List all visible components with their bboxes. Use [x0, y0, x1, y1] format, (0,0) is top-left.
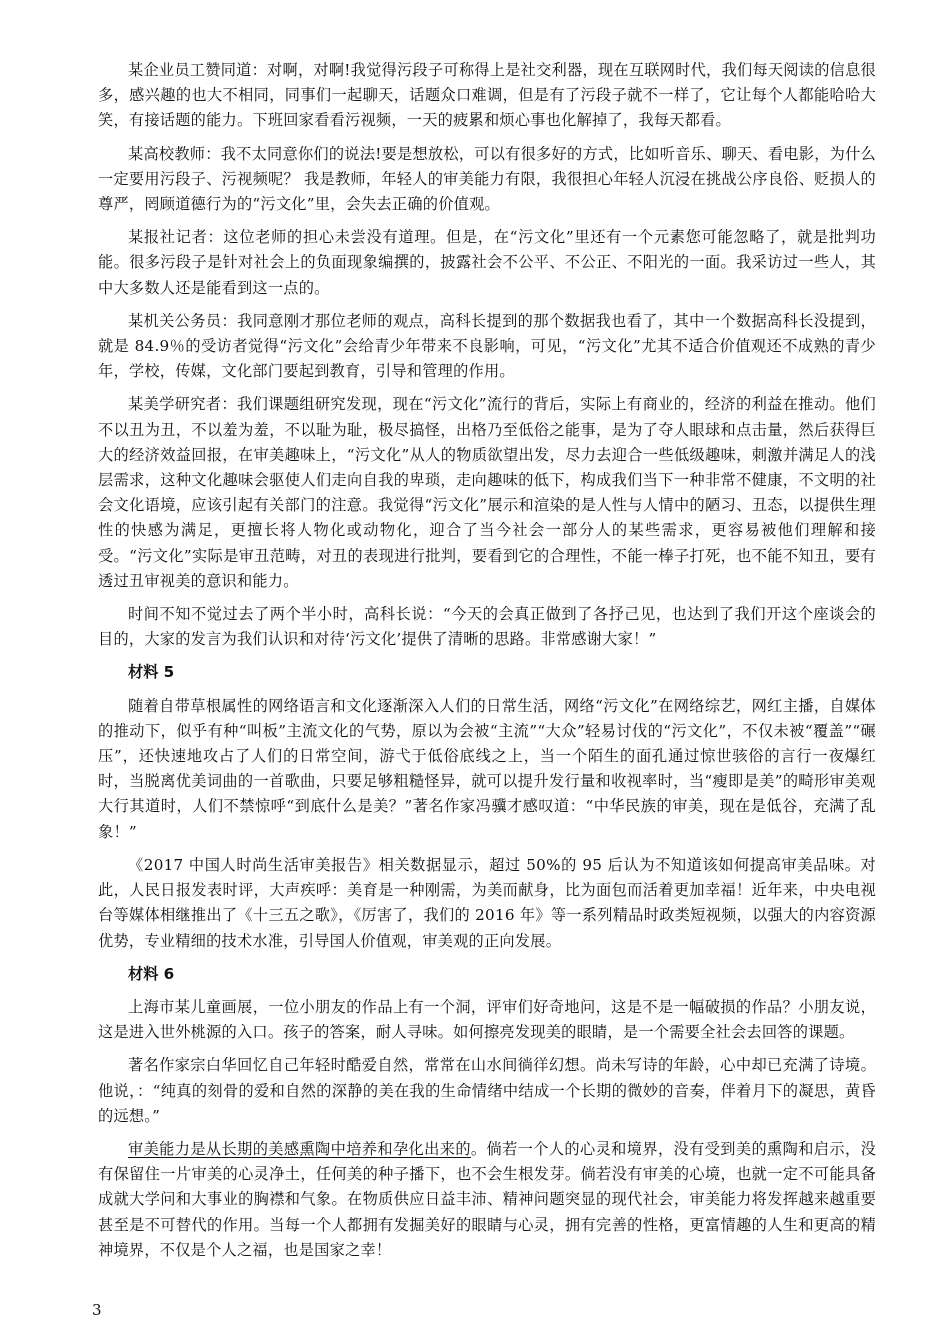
material-6-paragraph-1: 上海市某儿童画展，一位小朋友的作品上有一个洞，评审们好奇地问，这是不是一幅破损的作品？小朋友说，这是进入世外桃源的入口。孩子的答案，耐人寻味。如何擦亮发现美的眼睛，是一个需要全社会去回答的课题。 — [98, 997, 876, 1042]
material-5-paragraph-2: 《2017 中国人时尚生活审美报告》相关数据显示，超过 50%的 95 后认为不知道该如何提高审美品味。对此，人民日报发表时评，大声疾呼：美育是一种刚需，为美而献身，比为面包而活着更加幸福！近年来，中央电视台等媒体相继推出了《十三五之歌》，《厉害了，我们的 2016 年》等一系列精品时政类短视频，以强大的内容资源优势，专业精细的技术水准，引导国人价值观，审美观的正向发展。 — [98, 855, 876, 950]
paragraph-employee: 某企业员工赞同道：对啊，对啊!我觉得污段子可称得上是社交利器，现在互联网时代，我们每天阅读的信息很多，感兴趣的也大不相同，同事们一起聊天，话题众口难调，但是有了污段子就不一样了，它让每个人都能哈哈大笑，有接话题的能力。下班回家看看污视频，一天的疲累和烦心事也化解掉了，我每天都看。 — [98, 61, 876, 130]
paragraph-reporter: 某报社记者：这位老师的担心未尝没有道理。但是，在“污文化”里还有一个元素您可能忽略了，就是批判功能。很多污段子是针对社会上的负面现象编撰的，披露社会不公平、不公正、不阳光的一面。我采访过一些人，其中大多数人还是能看到这一点的。 — [98, 228, 876, 297]
document-page — [98, 58, 876, 1271]
material-6-heading: 材料 6 — [128, 964, 175, 983]
material-6-paragraph-3 — [98, 1137, 876, 1263]
paragraph-civil-servant: 某机关公务员：我同意刚才那位老师的观点，高科长提到的那个数据我也看了，其中一个数据高科长没提到，就是 84.9％的受访者觉得“污文化”会给青少年带来不良影响，可见，“污文化”尤其不适合价值观还不成熟的青少年，学校，传媒，文化部门要起到教育，引导和管理的作用。 — [98, 311, 876, 381]
paragraph-teacher: 某高校教师：我不太同意你们的说法!要是想放松，可以有很多好的方式，比如听音乐、聊天、看电影，为什么一定要用污段子、污视频呢？ 我是教师，年轻人的审美能力有限，我很担心年轻人沉浸在挑战公序良俗、贬损人的尊严，罔顾道德行为的“污文化”里，会失去正确的价值观。 — [98, 144, 876, 214]
material-5-heading: 材料 5 — [128, 663, 175, 682]
paragraph-meeting-summary: 时间不知不觉过去了两个半小时，高科长说：“今天的会真正做到了各抒己见，也达到了我们开这个座谈会的目的，大家的发言为我们认识和对待‘污文化’提供了清晰的思路。非常感谢大家！” — [98, 605, 876, 649]
page-number: 3 — [92, 1301, 102, 1319]
material-6-paragraph-3-rest: 。倘若一个人的心灵和境界，没有受到美的熏陶和启示，没有保留住一片审美的心灵净土，任何美的种子播下，也不会生根发芽。倘若没有审美的心境，也就一定不可能具备成就大学问和大事业的胸襟和气象。在物质供应日益丰沛、精神问题突显的现代社会，审美能力将发挥越来越重要甚至是不可替代的作用。当每一个人都拥有发掘美好的眼睛与心灵，拥有完善的性格，更富情趣的人生和更高的精神境界，不仅是个人之福，也是国家之幸！ — [98, 1139, 877, 1259]
material-5-paragraph-1: 随着自带草根属性的网络语言和文化逐渐深入人们的日常生活，网络“污文化”在网络综艺，网红主播，自媒体的推动下，似乎有种“叫板”主流文化的气势，原以为会被“主流”“大众”轻易讨伐的“污文化”，不仅未被“覆盖”“碾压”，还快速地攻占了人们的日常空间，游弋于低俗底线之上，当一个陌生的面孔通过惊世骇俗的言行一夜爆红时，当脱离优美词曲的一首歌曲，只要足够粗糙怪异，就可以提升发行量和收视率时，当“瘦即是美”的畸形审美观大行其道时，人们不禁惊呼“到底什么是美？”著名作家冯骥才感叹道：“中华民族的审美，现在是低谷，充满了乱象！” — [98, 696, 876, 841]
paragraph-aesthetics-researcher: 某美学研究者：我们课题组研究发现，现在“污文化”流行的背后，实际上有商业的，经济的利益在推动。他们不以丑为丑，不以羞为羞，不以耻为耻，极尽搞怪，出格乃至低俗之能事，是为了夺人眼球和点击量，然后获得巨大的经济效益回报，在审美趣味上，“污文化”从人的物质欲望出发，尽力去迎合一些低级趣味，刺激并满足人的浅层需求，这种文化趣味会驱使人们走向自我的卑琐，走向趣味的低下，构成我们当下一种非常不健康，不文明的社会文化语境，应该引起有关部门的注意。我觉得“污文化”展示和渲染的是人性与人情中的陋习、丑态，以提供生理性的快感为满足，更擅长将人物化或动物化，迎合了当今社会一部分人的某些需求，更容易被他们理解和接受。“污文化”实际是审丑范畴，对丑的表现进行批判，要看到它的合理性，不能一棒子打死，也不能不知丑，要有透过丑审视美的意识和能力。 — [98, 395, 876, 590]
underlined-key-sentence: 审美能力是从长期的美感熏陶中培养和孕化出来的 — [128, 1139, 471, 1158]
material-6-paragraph-2: 著名作家宗白华回忆自己年轻时酷爱自然，常常在山水间徜徉幻想。尚未写诗的年龄，心中却已充满了诗境。他说，：“纯真的刻骨的爱和自然的深静的美在我的生命情绪中结成一个长期的微妙的音奏，伴着月下的凝思，黄昏的远想。” — [98, 1056, 876, 1125]
